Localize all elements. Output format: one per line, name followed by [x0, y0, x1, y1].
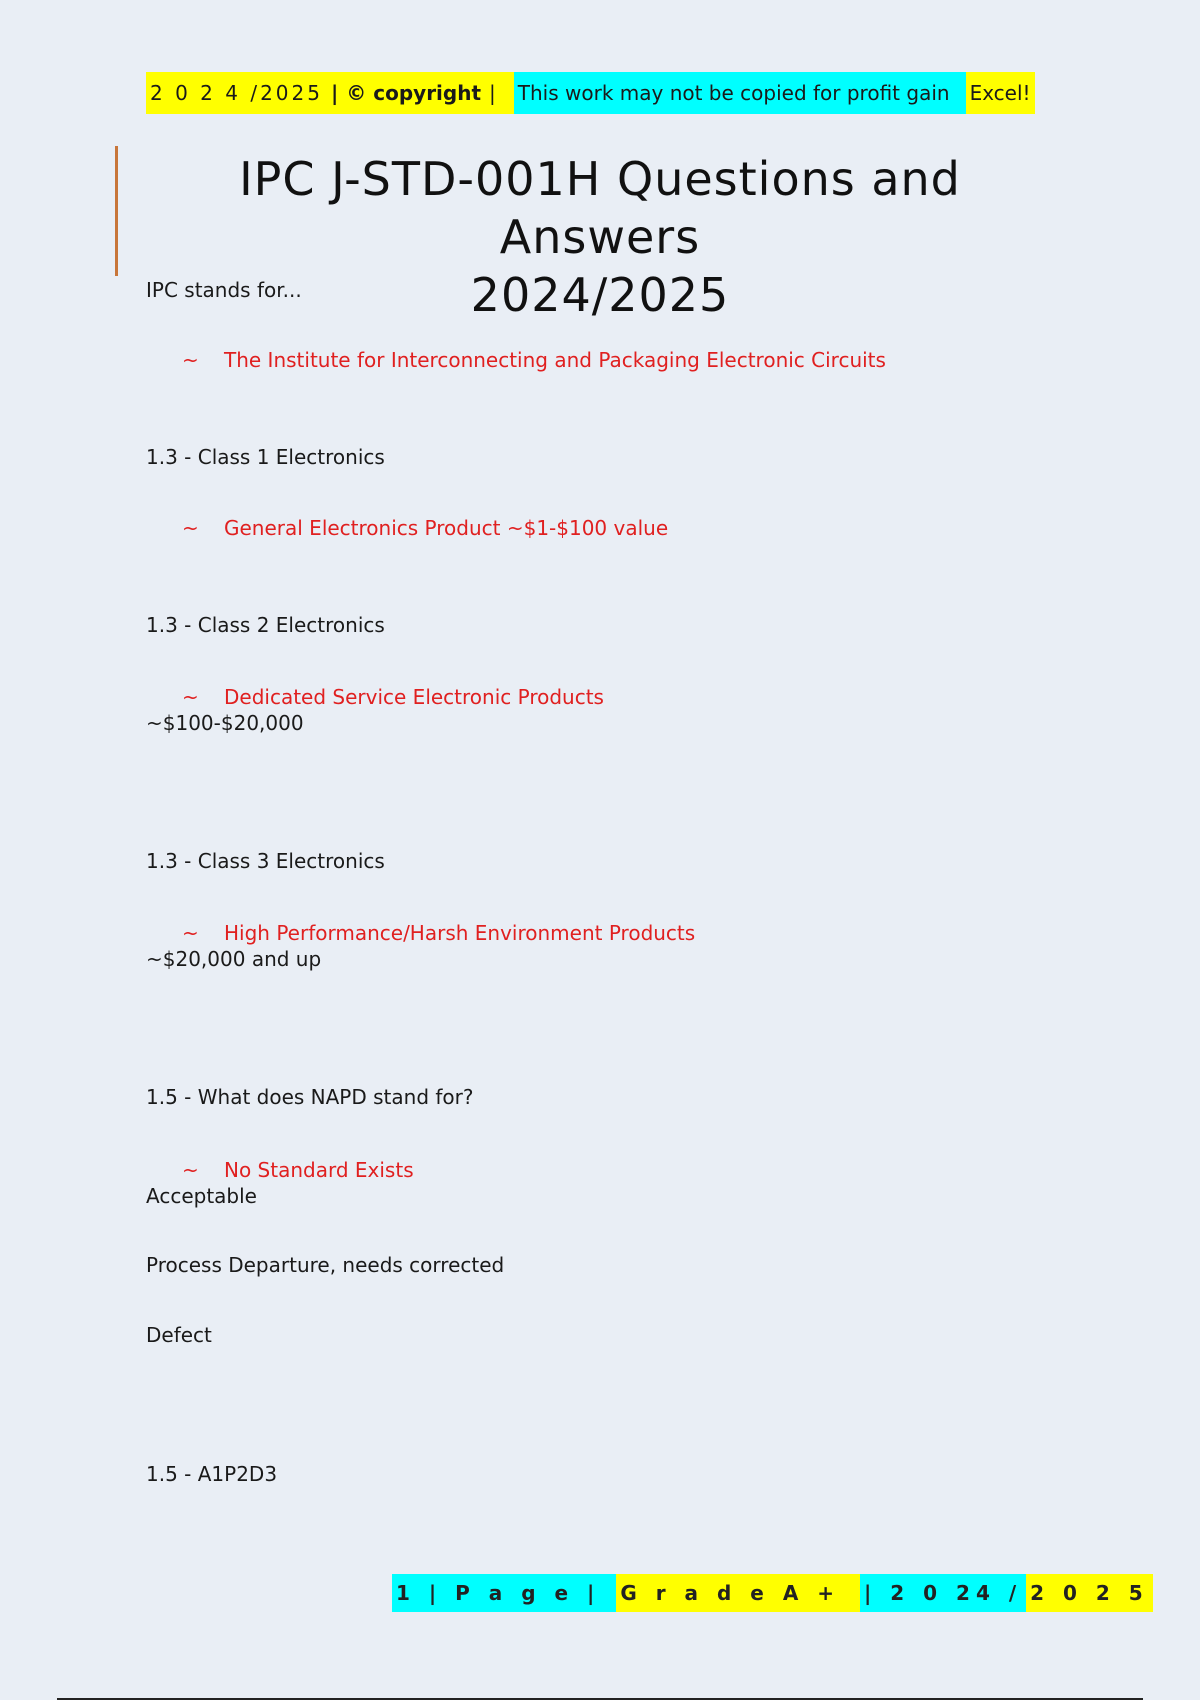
answer-continuation: ~$20,000 and up: [146, 947, 322, 971]
answer-value: The Institute for Interconnecting and Packaging Electronic Circuits: [224, 348, 886, 372]
body-line: Process Departure, needs corrected: [146, 1253, 505, 1277]
header-copyright: © copyright: [342, 72, 485, 114]
answer-bullet: ~: [182, 685, 199, 709]
footer-banner: [392, 1574, 1153, 1612]
title-line-2: 2024/2025: [470, 268, 730, 322]
header-notice: This work may not be copied for profit gain: [514, 72, 966, 114]
title-line-1: IPC J-STD-001H Questions and Answers: [239, 152, 961, 264]
answer-bullet: ~: [182, 348, 199, 372]
answer-bullet: ~: [182, 1158, 199, 1182]
header-separator-2: |: [485, 72, 514, 114]
answer-value: General Electronics Product ~$1-$100 value: [224, 516, 669, 540]
question-text: 1.3 - Class 2 Electronics: [146, 613, 385, 637]
answer-value: Dedicated Service Electronic Products: [224, 685, 604, 709]
footer-grade: G r a d e A +: [616, 1574, 860, 1612]
answer-text: [182, 348, 886, 372]
header-year: 2 0 2 4 /2025: [146, 72, 327, 114]
body-line: Defect: [146, 1323, 212, 1347]
header-separator: |: [327, 72, 342, 114]
answer-continuation: Acceptable: [146, 1184, 257, 1208]
footer-page: 1 | P a g e |: [392, 1574, 616, 1612]
question-text: 1.5 - What does NAPD stand for?: [146, 1085, 474, 1109]
answer-bullet: ~: [182, 921, 199, 945]
header-excel: Excel!: [966, 72, 1035, 114]
answer-text: [182, 685, 604, 709]
answer-text: [182, 1158, 414, 1182]
answer-value: No Standard Exists: [224, 1158, 414, 1182]
answer-continuation: ~$100-$20,000: [146, 711, 304, 735]
header-banner: [146, 72, 1035, 114]
answer-value: High Performance/Harsh Environment Products: [224, 921, 696, 945]
question-text: 1.5 - A1P2D3: [146, 1462, 278, 1486]
title-accent-bar: [115, 146, 118, 276]
answer-bullet: ~: [182, 516, 199, 540]
footer-year-1: | 2 0 24 /: [860, 1574, 1026, 1612]
answer-text: [182, 516, 668, 540]
footer-year-2: 2 0 2 5: [1026, 1574, 1153, 1612]
question-text: 1.3 - Class 3 Electronics: [146, 849, 385, 873]
question-text: 1.3 - Class 1 Electronics: [146, 445, 385, 469]
answer-text: [182, 921, 695, 945]
question-text: IPC stands for...: [146, 278, 302, 302]
